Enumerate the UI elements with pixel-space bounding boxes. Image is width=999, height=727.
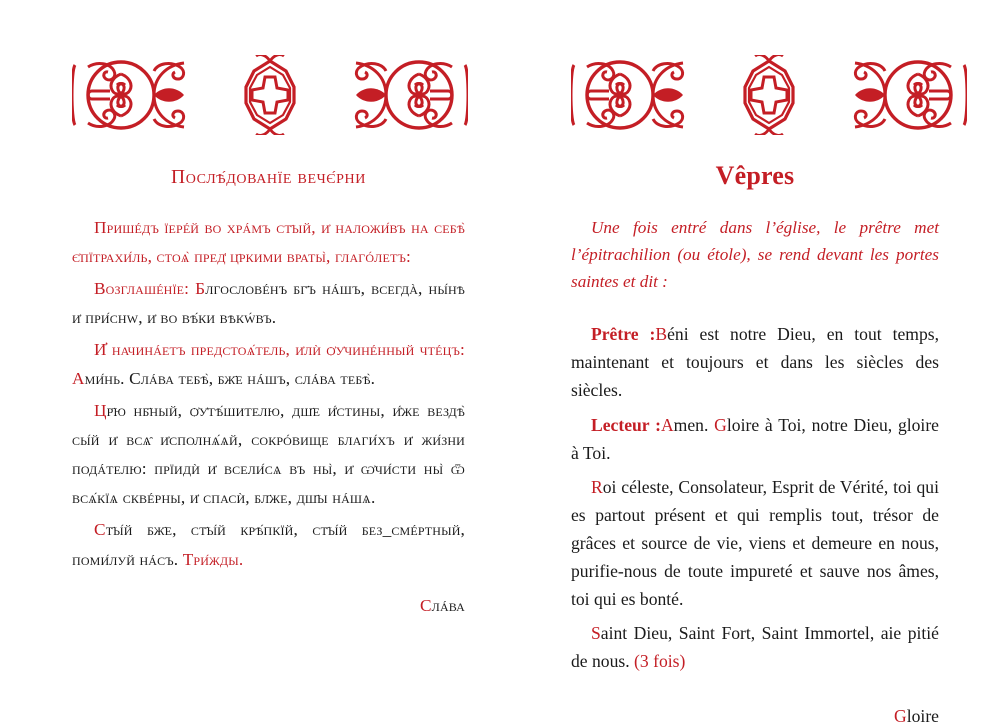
text-heavenly-king-fr: oi céleste, Consolateur, Esprit de Vérité, toi qui es partout présent et qui remplis tout, trésor de grâces et source de vie, viens et demeure en nous, purifie-nous de toute impureté et sauve nos âmes, toi qui es bonté. <box>571 477 939 609</box>
rubric-intro-text: Une fois entré dans l’église, le prêtre met l’épitrachilion (ou étole), se rend devant les portes saintes et dit : <box>571 218 939 291</box>
paragraph-rubric-entrance <box>72 213 465 271</box>
slavonic-body <box>72 213 465 574</box>
french-rubric-intro <box>571 215 939 295</box>
paragraph-priest-blessing <box>72 274 465 332</box>
paragraph-reader-amen-fr <box>571 412 939 468</box>
speaker-label-reader: Lecteur : <box>591 414 661 435</box>
ornament-headband-left <box>72 55 468 135</box>
column-french <box>499 0 999 725</box>
paragraph-heavenly-king-fr <box>571 474 939 613</box>
text-priest-blessing-fr: éni est notre Dieu, en tout temps, maintenant et toujours et dans les siècles des siècles. <box>571 324 940 401</box>
text-priest-blessing: лгословéнъ бг҃ъ нáшъ, всегдà, ны́нѣ и҆ при́снw, и҆ во вѣ́ки вѣкẃвъ. <box>72 279 465 328</box>
catchword-rest-slavonic: лáва <box>431 595 465 615</box>
text-trisagion: т҃ы́й бж҃е, ст҃ы́й крѣ́пкїй, ст҃ы́й без_смéртный, поми́луй нáсъ. <box>72 520 465 569</box>
red-initial-gloire: G <box>714 414 727 435</box>
catchword-slavonic <box>72 596 465 616</box>
text-reader-gloire-fr: loire à Toi, notre Dieu, gloire à Toi. <box>571 414 939 463</box>
catchword-rest-french: loire <box>906 706 939 727</box>
text-heavenly-king: р҃ю нб҃ный, ѻ҆у҆тѣ́шителю, дш҃е и҆́стины, и҆́же вездѣ̀ сы́й и҆ всѧ̑ и҆сполнѧ́ѧй, сокрóвище благи́хъ и҆ жи́зни подáтелю: прїидѝ и҆ всели́сѧ въ ны̀, и҆ ѡ҆чи́сти ны̀ ѿ всѧ́кїѧ сквéрны, и҆ спасѝ, бл҃же, дш҃ы нáшѧ. <box>72 401 465 508</box>
rubric-entrance-text: Пришéдъ їерéй во хрáмъ ст҃ый, и҆ наложи́въ на себѣ̀ є҆пїтрахи́ль, стоѧ̀ пред̾ ц҃ркими враты̀, глагóлетъ: <box>72 218 465 267</box>
rubric-thrice: Три́жды. <box>182 549 244 569</box>
red-initial-beni: B <box>655 324 668 345</box>
page-title-french: Vêpres <box>715 161 795 190</box>
text-trisagion-fr: aint Dieu, Saint Fort, Saint Immortel, aie pitié de nous. <box>571 623 939 672</box>
paragraph-reader-amen <box>72 335 465 393</box>
catchword-initial-french: G <box>894 706 907 727</box>
page-title-slavonic: Послѣ́дованїе вечє́рни <box>171 167 366 188</box>
french-body <box>571 321 939 676</box>
rubric-reader-instruction: И҆ начинáетъ предстоѧ́тель, и҆лѝ ѻ҆у҆чинéнный чтéцъ: <box>94 340 465 360</box>
text-reader-amen-fr: men. <box>673 414 715 435</box>
catchword-french <box>571 706 939 727</box>
drop-initial-trisagion: С <box>94 520 106 540</box>
drop-initial-heavenly-king: Ц <box>94 401 107 421</box>
paragraph-heavenly-king <box>72 396 465 512</box>
drop-initial-blessing: Б <box>195 279 206 299</box>
speaker-label-priest: Prêtre : <box>591 324 656 345</box>
red-initial-saint: S <box>591 623 601 644</box>
text-reader-amen: ми́нь. Слáва тебѣ̀, бж҃е нáшъ, слáва тебѣ̀. <box>84 369 376 389</box>
paragraph-priest-blessing-fr <box>571 321 939 404</box>
ornament-headband-right <box>571 55 967 135</box>
rubric-three-times: (3 fois) <box>634 651 686 672</box>
paragraph-trisagion-fr <box>571 620 939 676</box>
red-initial-roi: R <box>591 477 603 498</box>
drop-initial-amen: А <box>72 369 85 389</box>
paragraph-trisagion <box>72 515 465 573</box>
column-church-slavonic <box>0 0 499 725</box>
rubric-exclamation-label: Возглашéнїе: <box>94 279 196 299</box>
catchword-initial-slavonic: С <box>419 595 432 615</box>
red-initial-amen: A <box>660 414 674 435</box>
